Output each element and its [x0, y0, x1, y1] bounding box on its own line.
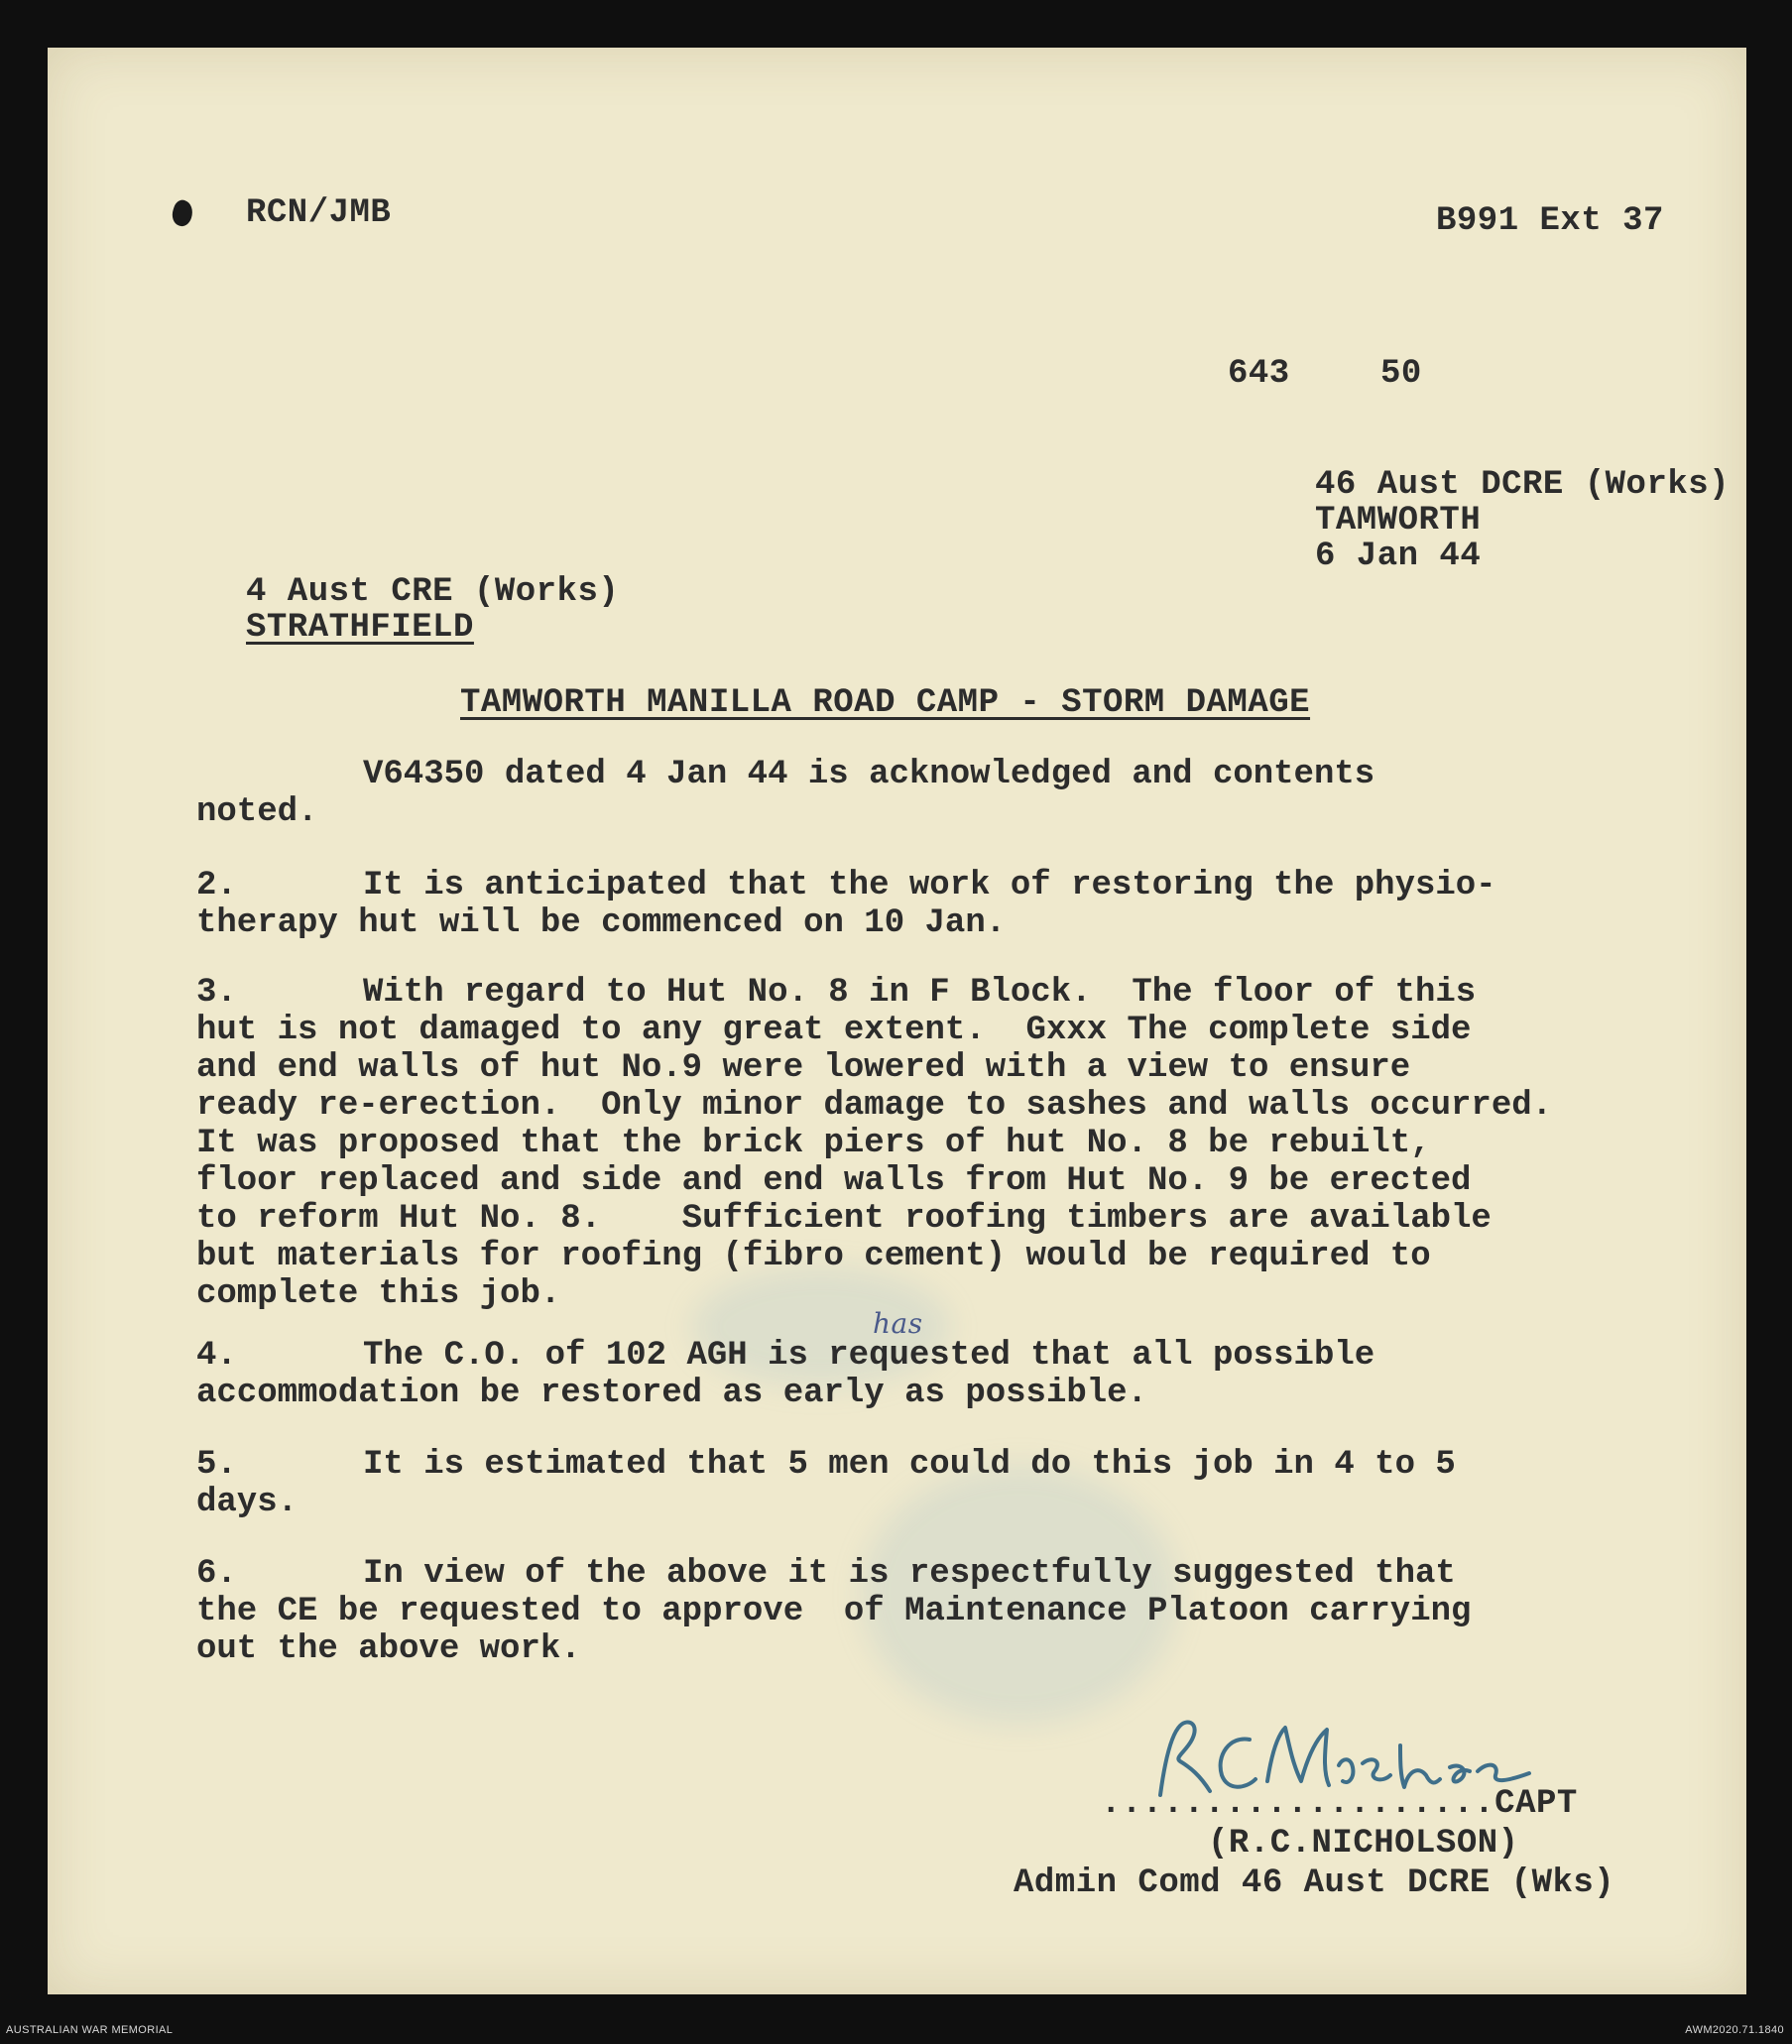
paragraph-line: therapy hut will be commenced on 10 Jan. [196, 904, 1007, 942]
paragraph-4 [196, 1337, 1684, 1412]
footer-catalog-number: AWM2020.71.1840 [1685, 2024, 1784, 2036]
sender-unit: 46 Aust DCRE (Works) [1315, 466, 1731, 504]
footer-archive-name: AUSTRALIAN WAR MEMORIAL [6, 2024, 174, 2036]
paragraph-line: noted. [196, 793, 318, 831]
paragraph-6 [196, 1555, 1684, 1668]
paragraph-line: It was proposed that the brick piers of hut No. 8 be rebuilt, [196, 1125, 1431, 1162]
reference-left: RCN/JMB [246, 194, 392, 232]
file-code-1: 643 [1228, 355, 1290, 393]
paragraph-line: floor replaced and side and end walls from Hut No. 9 be erected [196, 1162, 1472, 1200]
sender-date: 6 Jan 44 [1315, 538, 1482, 575]
paragraph-1 [196, 756, 1684, 831]
paragraph-3 [196, 974, 1684, 1313]
subject-heading: TAMWORTH MANILLA ROAD CAMP - STORM DAMAGE [460, 684, 1311, 722]
paragraph-number: 3. [196, 974, 237, 1012]
reference-right: B991 Ext 37 [1436, 202, 1664, 240]
paragraph-line: The C.O. of 102 AGH is requested that all possible [363, 1337, 1375, 1375]
paragraph-line: It is estimated that 5 men could do this job in 4 to 5 [363, 1446, 1456, 1484]
paragraph-line: It is anticipated that the work of restoring the physio- [363, 867, 1496, 904]
paragraph-line: and end walls of hut No.9 were lowered with a view to ensure [196, 1049, 1411, 1087]
paragraph-line: V64350 dated 4 Jan 44 is acknowledged and contents [363, 756, 1375, 793]
paragraph-line: complete this job. [196, 1275, 561, 1313]
paragraph-number: 6. [196, 1555, 237, 1593]
signatory-name: (R.C.NICHOLSON) [1208, 1825, 1519, 1863]
paragraph-number: 5. [196, 1446, 237, 1484]
paragraph-2 [196, 867, 1684, 942]
paragraph-number: 2. [196, 867, 237, 904]
recipient-unit: 4 Aust CRE (Works) [246, 573, 620, 611]
signature-dotted-line: ...................CAPT [1101, 1785, 1578, 1823]
handwritten-annotation: has [873, 1307, 923, 1340]
file-code-2: 50 [1380, 355, 1422, 393]
paragraph-number: 4. [196, 1337, 237, 1375]
paragraph-line: the CE be requested to approve of Maintenance Platoon carrying [196, 1593, 1472, 1630]
paragraph-line: hut is not damaged to any great extent. Gxxx The complete side [196, 1012, 1472, 1049]
paragraph-line: to reform Hut No. 8. Sufficient roofing timbers are available [196, 1200, 1492, 1238]
paragraph-5 [196, 1446, 1684, 1521]
paragraph-line: but materials for roofing (fibro cement) would be required to [196, 1238, 1431, 1275]
paragraph-line: With regard to Hut No. 8 in F Block. The floor of this [363, 974, 1477, 1012]
paragraph-line: accommodation be restored as early as possible. [196, 1375, 1147, 1412]
paragraph-line: days. [196, 1484, 299, 1521]
signatory-title: Admin Comd 46 Aust DCRE (Wks) [1014, 1864, 1615, 1902]
paragraph-line: out the above work. [196, 1630, 581, 1668]
paragraph-line: ready re-erection. Only minor damage to sashes and walls occurred. [196, 1087, 1553, 1125]
recipient-place: STRATHFIELD [246, 609, 474, 647]
sender-place: TAMWORTH [1315, 502, 1482, 540]
paragraph-line: In view of the above it is respectfully suggested that [363, 1555, 1456, 1593]
